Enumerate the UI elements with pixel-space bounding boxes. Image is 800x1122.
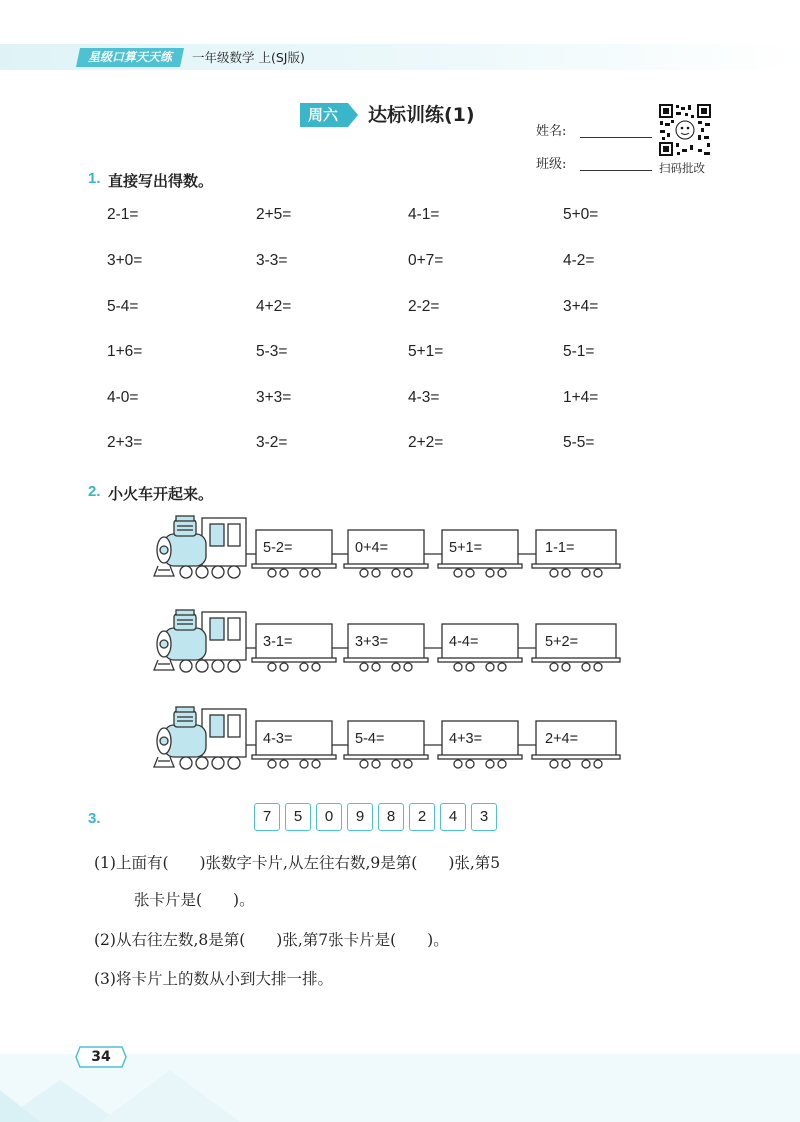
qr-caption: 扫码批改 xyxy=(659,161,705,175)
wagon-expression: 5+1= xyxy=(449,540,483,556)
q3-sub2: (2)从右往左数,8是第( )张,第7张卡片是( )。 xyxy=(94,931,449,949)
day-badge: 周六 xyxy=(300,103,348,127)
wagon-expression: 5-2= xyxy=(263,540,293,556)
q3-number: 3. xyxy=(88,810,101,827)
book-title: 一年级数学 上(SJ版) xyxy=(192,50,305,65)
q2-instruction: 小火车开起来。 xyxy=(108,485,214,503)
q1-expression: 2+5= xyxy=(256,206,292,223)
q1-number: 1. xyxy=(88,170,101,187)
class-blank[interactable] xyxy=(580,169,652,171)
q1-expression: 4+2= xyxy=(256,298,292,315)
number-card: 5 xyxy=(285,803,311,831)
page-number: 34 xyxy=(91,1049,111,1065)
number-card: 2 xyxy=(409,803,435,831)
q1-expression: 2-1= xyxy=(107,206,139,223)
page-title: 达标训练(1) xyxy=(368,104,475,126)
number-card: 4 xyxy=(440,803,466,831)
q1-expression: 5+0= xyxy=(563,206,599,223)
q1-expression: 5-1= xyxy=(563,343,595,360)
number-card: 7 xyxy=(254,803,280,831)
q1-expression: 5-4= xyxy=(107,298,139,315)
number-card: 3 xyxy=(471,803,497,831)
q1-expression: 1+4= xyxy=(563,389,599,406)
wagon-expression: 3-1= xyxy=(263,634,293,650)
q1-expression: 2-2= xyxy=(408,298,440,315)
q1-expression: 0+7= xyxy=(408,252,444,269)
q1-expression: 3-2= xyxy=(256,434,288,451)
q1-expression: 2+3= xyxy=(107,434,143,451)
wagon-expression: 4-3= xyxy=(263,731,293,747)
wagon-expression: 4-4= xyxy=(449,634,479,650)
name-blank[interactable] xyxy=(580,136,652,138)
q3-sub1-line2: 张卡片是( )。 xyxy=(134,891,255,909)
wagon-expression: 3+3= xyxy=(355,634,389,650)
q3-sub1-line1: (1)上面有( )张数字卡片,从左往右数,9是第( )张,第5 xyxy=(94,854,501,872)
q1-expression: 3+0= xyxy=(107,252,143,269)
q1-expression: 4-0= xyxy=(107,389,139,406)
wagon-expression: 0+4= xyxy=(355,540,389,556)
wagon-expression: 5-4= xyxy=(355,731,385,747)
q1-instruction: 直接写出得数。 xyxy=(108,172,214,190)
q1-expression: 3+4= xyxy=(563,298,599,315)
wagon-expression: 2+4= xyxy=(545,731,579,747)
class-label: 班级: xyxy=(536,157,567,172)
q1-expression: 3-3= xyxy=(256,252,288,269)
wagon-expression: 4+3= xyxy=(449,731,483,747)
number-card: 0 xyxy=(316,803,342,831)
q1-expression: 1+6= xyxy=(107,343,143,360)
series-tag: 星级口算天天练 xyxy=(76,48,184,67)
q1-expression: 4-3= xyxy=(408,389,440,406)
number-cards xyxy=(254,803,497,831)
q1-expression: 2+2= xyxy=(408,434,444,451)
qr-code-icon[interactable] xyxy=(658,103,712,157)
q2-number: 2. xyxy=(88,483,101,500)
q1-expression: 3+3= xyxy=(256,389,292,406)
wagon-expression: 5+2= xyxy=(545,634,579,650)
name-label: 姓名: xyxy=(536,124,567,139)
number-card: 8 xyxy=(378,803,404,831)
q1-expression: 4-2= xyxy=(563,252,595,269)
q1-expression: 5-3= xyxy=(256,343,288,360)
q1-expression: 5+1= xyxy=(408,343,444,360)
wagon-expression: 1-1= xyxy=(545,540,575,556)
q1-expression: 5-5= xyxy=(563,434,595,451)
q1-expression: 4-1= xyxy=(408,206,440,223)
q3-sub3: (3)将卡片上的数从小到大排一排。 xyxy=(94,970,333,988)
number-card: 9 xyxy=(347,803,373,831)
